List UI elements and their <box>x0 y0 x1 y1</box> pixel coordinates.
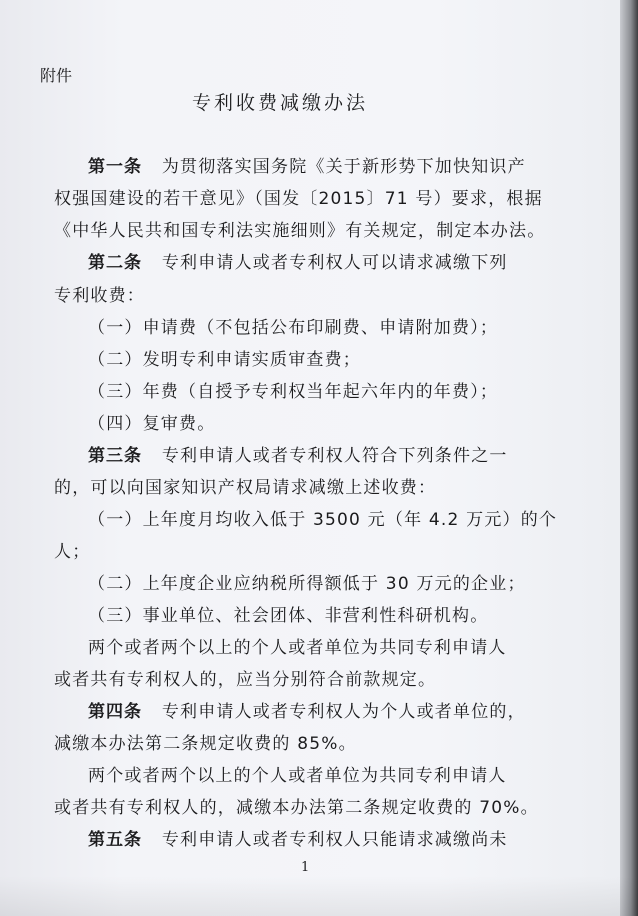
article-3-line-1: 第三条 专利申请人或者专利权人符合下列条件之一 <box>88 446 508 466</box>
document-title: 专利收费减缴办法 <box>192 92 369 114</box>
article-3-item-3: （三）事业单位、社会团体、非营利性科研机构。 <box>88 606 489 626</box>
article-3-item-1-cont: 人； <box>54 542 91 562</box>
article-2-line-1: 第二条 专利申请人或者专利权人可以请求减缴下列 <box>88 253 508 273</box>
article-2-item-2: （二）发明专利申请实质审查费； <box>88 350 361 370</box>
page-edge-shadow <box>620 0 638 916</box>
article-3-item-2: （二）上年度企业应纳税所得额低于 30 万元的企业； <box>88 574 526 594</box>
article-3-para-1: 两个或者两个以上的个人或者单位为共同专利申请人 <box>88 638 507 658</box>
article-1-line-2: 权强国建设的若干意见》（国发〔2015〕71 号）要求，根据 <box>54 189 543 209</box>
article-2-heading: 第二条 <box>88 253 142 273</box>
article-4-line-2: 减缴本办法第二条规定收费的 85%。 <box>54 734 357 754</box>
article-2-item-3: （三）年费（自授予专利权当年起六年内的年费）； <box>88 382 499 402</box>
article-5-line-1: 第五条 专利申请人或者专利权人只能请求减缴尚未 <box>88 830 508 850</box>
attachment-label: 附件 <box>40 66 73 85</box>
article-2-item-1: （一）申请费（不包括公布印刷费、申请附加费）； <box>88 318 499 338</box>
article-3-para-2: 或者共有专利权人的，应当分别符合前款规定。 <box>54 670 437 690</box>
article-3-item-1: （一）上年度月均收入低于 3500 元（年 4.2 万元）的个 <box>88 510 558 530</box>
article-4-para-1: 两个或者两个以上的个人或者单位为共同专利申请人 <box>88 766 507 786</box>
article-5-heading: 第五条 <box>88 830 142 850</box>
article-2-item-4: （四）复审费。 <box>88 414 216 434</box>
article-4-heading: 第四条 <box>88 702 142 722</box>
page-number: 1 <box>301 860 310 875</box>
article-1-line-1: 第一条 为贯彻落实国务院《关于新形势下加快知识产 <box>88 157 526 177</box>
article-4-para-2: 或者共有专利权人的，减缴本办法第二条规定收费的 70%。 <box>54 798 539 818</box>
article-1-line-3: 《中华人民共和国专利法实施细则》有关规定，制定本办法。 <box>54 221 546 241</box>
article-1-heading: 第一条 <box>88 157 142 177</box>
article-2-line-2: 专利收费： <box>54 286 145 306</box>
article-3-heading: 第三条 <box>88 446 142 466</box>
article-3-line-2: 的，可以向国家知识产权局请求减缴上述收费： <box>54 478 437 498</box>
article-4-line-1: 第四条 专利申请人或者专利权人为个人或者单位的， <box>88 702 526 722</box>
